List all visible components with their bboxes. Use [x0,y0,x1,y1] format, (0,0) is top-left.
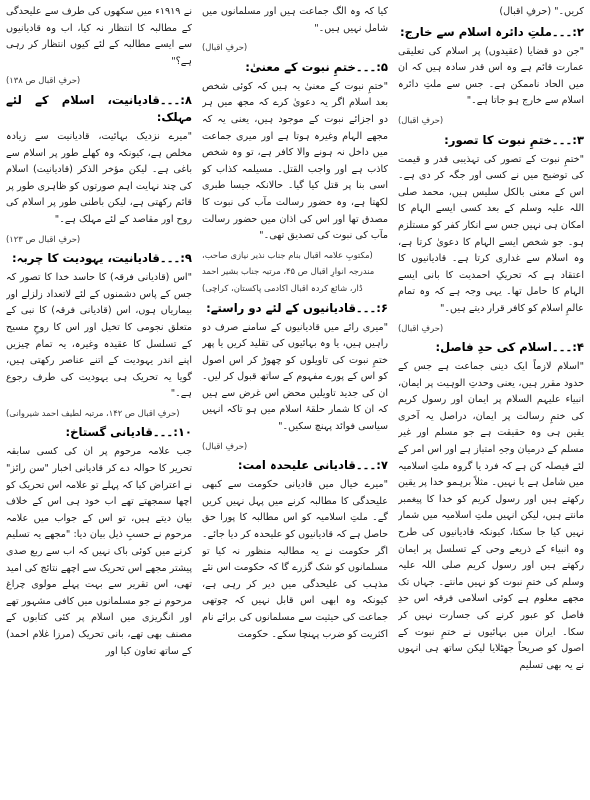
citation: (حرفِ اقبال) [398,114,444,125]
paragraph: کریں۔" (حرفِ اقبال) [499,6,584,17]
citation: (مکتوبِ علامہ اقبال بنام جناب نذیر نیازی صاحب، مندرجہ انوارِ اقبال ص ۴۵، مرتبہ جناب بشیر احمد ڈار، شائع کردہ اقبال اکادمی پاکستان، کراچی) [202,249,375,293]
section-heading: ۳:۔۔۔ختمِ نبوت کا تصور: [444,132,584,147]
paragraph: نے ۱۹۱۹ء میں سکھوں کی طرف سے علیحدگی کے مطالبہ کا انتظار نہ کیا، اب وہ قادیانیوں سے ایسے مطالبہ کے لئے کیوں انتظار کر رہی ہے؟" [6,6,192,67]
citation: (حرفِ اقبال) [202,42,248,53]
section-heading: ۶:۔۔۔قادیانیوں کے لئے دو راستے: [206,300,388,315]
section-heading: ۱۰:۔۔۔قادیانی گستاخ: [65,425,192,440]
paragraph: "ختمِ نبوت کے تصور کی تہذیبی قدر و قیمت کی توضیح میں نے کسی اور جگہ کر دی ہے۔ اس کے معنی بالکل سلیس ہیں، محمد صلی اللہ علیہ وسلم کے بعد کسی ایسے الہام کا امکان ہی نہیں جس سے انکار کفر کو مستلزم ہو۔ جو شخص ایسے الہام کا دعویٰ کرتا ہے، وہ اسلام سے غداری کرتا ہے۔ قادیانیوں کا اعتقاد ہے کہ تحریکِ احمدیت کا بانی ایسے الہام کا حامل تھا۔ یہی وجہ ہے کہ وہ تمام عالمِ اسلام کو کافر قرار دیتے ہیں۔" [398,153,584,314]
paragraph: "میرے نزدیک بہائیت، قادیانیت سے زیادہ مخلص ہے، کیونکہ وہ کھلے طور پر اسلام سے باغی ہے۔ لیکن مؤخر الذکر (قادیانیت) اسلام کی چند نہایت اہم صورتوں کو ظاہری طور پر قائم رکھتی ہے، لیکن باطنی طور پر اسلام کی روح اور مقاصد کے لئے مہلک ہے۔" [6,130,192,225]
citation: (حرفِ اقبال ص ۱۳۸) [6,75,81,86]
section-heading: ۹:۔۔۔قادیانیت، یہودیت کا چربہ: [11,251,192,266]
citation: (حرفِ اقبال ص ۱۲۳) [6,233,81,244]
section-heading: ۲:۔۔۔ملتِ دائرہ اسلام سے خارج: [400,24,584,39]
paragraph: "اسلام لازماً ایک دینی جماعت ہے جس کے حدود مقرر ہیں، یعنی وحدتِ الوہیت پر ایمان، انبیاء علیہم السلام پر ایمان اور رسول کریم کی ختمِ رسالت پر ایمان، دراصل یہ آخری یقین ہی وہ حقیقت ہے جو مسلم اور غیر مسلم کے درمیان وجہِ امتیاز ہے اور اس امر کے لئے فیصلہ کن ہے کہ فرد یا گروہ ملتِ اسلامیہ میں شامل ہے یا نہیں۔ مثلاً برہمو خدا پر یقین رکھتے ہیں اور رسول کریم کو خدا کا پیغمبر مانتے ہیں، لیکن انہیں ملتِ اسلامیہ میں شمار نہیں کیا جا سکتا، کیونکہ قادیانیوں کی طرح وہ انبیاء کے ذریعے وحی کے تسلسل پر ایمان رکھتے ہیں اور رسول کریم صلی اللہ علیہ وسلم کی ختمِ نبوت کو نہیں مانتے۔ جہاں تک مجھے معلوم ہے کوئی اسلامی فرقہ اس حدِ فاصل کو عبور کرنے کی جسارت نہیں کر سکا۔ ایران میں بہائیوں نے ختمِ نبوت کے اصول کو صریحاً جھٹلایا لیکن ساتھ ہی انہوں نے یہ بھی تسلیم [398,361,584,671]
paragraph: جب علامہ مرحوم پر ان کی کسی سابقہ تحریر کا حوالہ دے کر قادیانی اخبار "سن رائز" نے اعتراض کیا کہ پہلے تو علامہ اس تحریک کو اچھا سمجھتے تھے اب خود ہی اس کے خلاف بیان دیتے ہیں، تو اس کے جواب میں علامہ مرحوم نے حسبِ ذیل بیان دیا: "مجھے یہ تسلیم کرنے میں کوئی باک نہیں کہ اب سے ربع صدی پیشتر مجھے اس تحریک سے اچھے نتائج کی امید تھی، اس تقریر سے بہت پہلے مولوی چراغ مرحوم نے جو مسلمانوں میں کافی مشہور تھے اور انگریزی میں اسلام پر کئی کتابوں کے مصنف بھی تھے، بانی تحریک (مرزا غلام احمد) کے ساتھ تعاون کیا اور [6,446,192,657]
citation: (حرفِ اقبال) [202,440,248,451]
paragraph: کیا کہ وہ الگ جماعت ہیں اور مسلمانوں میں شامل نہیں ہیں۔" [202,6,388,34]
section-heading: ۴:۔۔۔اسلام کی حدِ فاصل: [435,340,584,355]
text-column-right [398,4,584,796]
paragraph: "جن دو قضایا (عقیدوں) پر اسلام کی تعلیقی عمارت قائم ہے وہ اس قدر سادہ ہیں کہ ان میں الحاد ناممکن ہے۔ جس سے ملتِ دائرہ اسلام سے خارج ہو جاتا ہے۔" [398,45,584,107]
text-column-middle [202,4,388,796]
section-heading: ۸:۔۔۔قادیانیت، اسلام کے لئے مہلک: [6,92,192,124]
paragraph: "میری رائے میں قادیانیوں کے سامنے صرف دو راہیں ہیں، یا وہ بہائیوں کی تقلید کریں یا پھر ختمِ نبوت کی تاویلوں کو چھوڑ کر اس اصول کو اس کے پورے مفہوم کے ساتھ قبول کر لیں۔ ان کی جدید تاویلیں محض اس غرض سے ہیں کہ ان کا شمار حلقۂ اسلام میں ہو تاکہ انہیں سیاسی فوائد پہنچ سکیں۔" [202,321,388,433]
paragraph: "اس (قادیانی فرقہ) کا حاسد خدا کا تصور کہ جس کے پاس دشمنوں کے لئے لاتعداد زلزلے اور بیماریاں ہوں، اس (قادیانی فرقہ) کا نبی کے متعلق نجومی کا تخیل اور اس کا روحِ مسیح کے تسلسل کا عقیدہ وغیرہ، یہ تمام چیزیں اپنے اندر یہودیت کے اتنے عناصر رکھتی ہیں، گویا یہ تحریک ہی یہودیت کی طرف رجوع ہے۔" [6,272,192,400]
citation: (حرفِ اقبال) [398,322,444,333]
paragraph: "میرے خیال میں قادیانی حکومت سے کبھی علیحدگی کا مطالبہ کرنے میں پہل نہیں کریں گے۔ ملتِ اسلامیہ کو اس مطالبہ کا پورا حق حاصل ہے کہ قادیانیوں کو علیحدہ کر دیا جائے۔ اگر حکومت نے یہ مطالبہ منظور نہ کیا تو مسلمانوں کو شک گزرے گا کہ حکومت اس نئے مذہب کی علیحدگی میں دیر کر رہی ہے، کیونکہ وہ ابھی اس قابل نہیں کہ چوتھی جماعت کی حیثیت سے مسلمانوں کی برائے نام اکثریت کو ضرب پہنچا سکے۔ حکومت [202,479,388,640]
text-column-left [6,4,192,796]
section-heading: ۷:۔۔۔قادیانی علیحدہ امت: [237,458,388,473]
section-heading: ۵:۔۔۔ختمِ نبوت کے معنیٰ: [245,59,388,74]
paragraph: "ختمِ نبوت کے معنیٰ یہ ہیں کہ کوئی شخص بعد اسلام اگر یہ دعویٰ کرے کہ مجھ میں ہر دو اجزائے نبوت کے موجود ہیں، یعنی یہ کہ مجھے الہام وغیرہ ہوتا ہے اور میری جماعت میں داخل نہ ہونے والا کافر ہے، تو وہ شخص کاذب ہے اور واجب القتل۔ مسیلمہ کذاب کو اسی بنا پر قتل کیا گیا۔ حالانکہ جیسا طبری لکھتا ہے، وہ حضور رسالت مآب کی نبوت کا مصدق تھا اور اس کی اذان میں حضور رسالت مآب کی نبوت کی تصدیق تھی۔" [202,80,388,242]
citation: (حرفِ اقبال ص ۱۴۲، مرتبہ لطیف احمد شیروانی) [6,407,180,418]
